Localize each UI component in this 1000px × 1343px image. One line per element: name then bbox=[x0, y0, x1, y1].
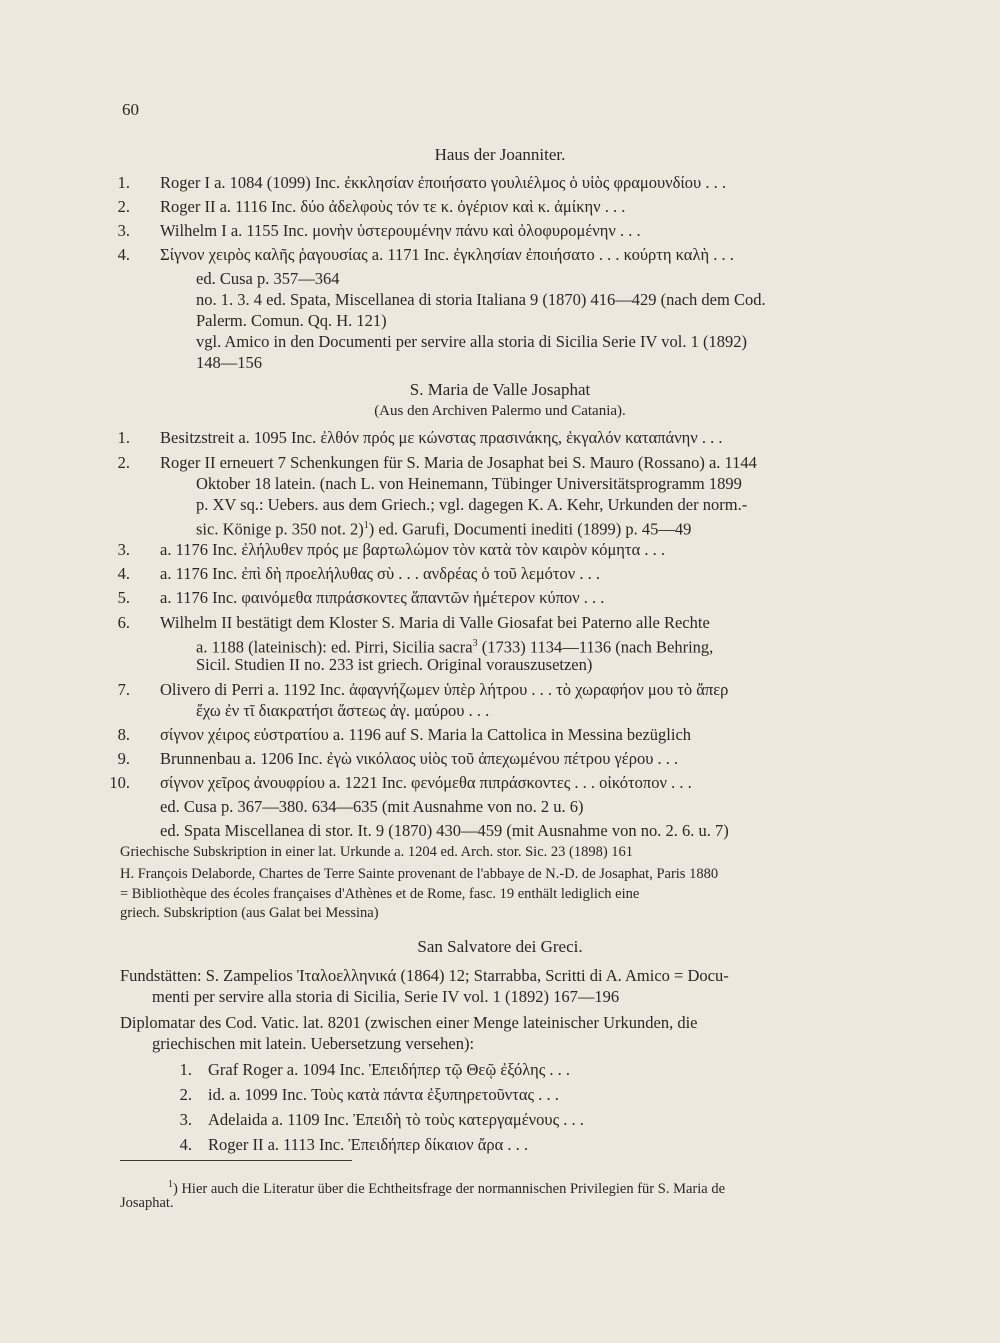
section-title-san-salvatore: San Salvatore dei Greci. bbox=[417, 937, 583, 956]
list-item: a. 1176 Inc. ἐλήλυθεν πρός με βαρτωλώμον τὸν κατὰ τὸν καιρὸν κόμητα . . . bbox=[160, 540, 665, 559]
footnote-line: Josaphat. bbox=[120, 1195, 174, 1211]
item-number: 9. bbox=[117, 749, 130, 768]
item-number: 1. bbox=[117, 173, 130, 192]
sources-line: menti per servire alla storia di Sicilia, Serie IV vol. 1 (1892) 167—196 bbox=[152, 987, 620, 1006]
footnote-rule bbox=[120, 1160, 352, 1161]
list-item: Roger II a. 1113 Inc. Ἐπειδήπερ δίκαιον ἄρα . . . bbox=[208, 1135, 528, 1154]
item-number: 6. bbox=[117, 613, 130, 632]
list-item: σίγνον χέιρος εὐστρατίου a. 1196 auf S. Maria la Cattolica in Messina bezüglich bbox=[160, 725, 692, 744]
list-item-continuation: ed. Cusa p. 357—364 bbox=[196, 269, 340, 288]
sources-line: Fundstätten: S. Zampelios Ἰταλοελληνικά (1864) 12; Starrabba, Scritti di A. Amico = Docu- bbox=[120, 966, 729, 985]
section-title-joanniter: Haus der Joanniter. bbox=[434, 145, 566, 164]
item-number: 3. bbox=[179, 1110, 192, 1129]
item-number: 4. bbox=[179, 1135, 192, 1154]
text-span: sic. Könige p. 350 not. 2) bbox=[196, 519, 364, 539]
footnote-line bbox=[168, 1174, 725, 1200]
footnote-text: ) Hier auch die Literatur über die Echtheitsfrage der normannischen Privilegien für S. Maria de bbox=[173, 1180, 725, 1197]
list-item-continuation: p. XV sq.: Uebers. aus dem Griech.; vgl. dagegen K. A. Kehr, Urkunden der norm.- bbox=[196, 495, 748, 514]
item-number: 2. bbox=[117, 197, 130, 216]
note-line: = Bibliothèque des écoles françaises d'Athènes et de Rome, fasc. 19 enthält lediglich eine bbox=[120, 886, 640, 902]
list-item: Adelaida a. 1109 Inc. Ἐπειδὴ τὸ τοὺς κατεργαμένους . . . bbox=[208, 1110, 584, 1129]
item-number: 3. bbox=[117, 221, 130, 240]
item-number: 2. bbox=[117, 453, 130, 472]
list-item-continuation: 148—156 bbox=[196, 353, 262, 372]
list-item: id. a. 1099 Inc. Τοὺς κατὰ πάντα ἐξυπηρετοῦντας . . . bbox=[208, 1085, 559, 1104]
list-item-continuation: Oktober 18 latein. (nach L. von Heinemann, Tübinger Universitätsprogramm 1899 bbox=[196, 474, 742, 493]
list-item-continuation: vgl. Amico in den Documenti per servire alla storia di Sicilia Serie IV vol. 1 (1892) bbox=[196, 332, 747, 351]
footnote-marker: 1 bbox=[363, 520, 369, 531]
item-number: 7. bbox=[117, 680, 130, 699]
item-number: 4. bbox=[117, 564, 130, 583]
text-span: (1733) 1134—1136 (nach Behring, bbox=[477, 637, 714, 657]
list-item: a. 1176 Inc. ἐπὶ δὴ προελήλυθας σὺ . . . ανδρέας ὁ τοῦ λεμότον . . . bbox=[160, 564, 601, 583]
list-item-continuation: no. 1. 3. 4 ed. Spata, Miscellanea di storia Italiana 9 (1870) 416—429 (nach dem Cod. bbox=[196, 290, 766, 309]
list-item: Wilhelm II bestätigt dem Kloster S. Maria di Valle Giosafat bei Paterno alle Rechte bbox=[160, 613, 710, 632]
item-number: 3. bbox=[117, 540, 130, 559]
list-item-continuation bbox=[196, 515, 691, 540]
item-number: 1. bbox=[117, 428, 130, 447]
list-item: Wilhelm I a. 1155 Inc. μονὴν ὑστερουμένην πάνυ καὶ ὀλοφυρομένην . . . bbox=[160, 221, 641, 240]
section-subtitle-archives: (Aus den Archiven Palermo und Catania). bbox=[374, 403, 626, 419]
item-number: 4. bbox=[117, 245, 130, 264]
list-item-continuation: Sicil. Studien II no. 233 ist griech. Original vorauszusetzen) bbox=[196, 655, 593, 674]
superscript: 3 bbox=[472, 638, 478, 649]
page-number: 60 bbox=[122, 100, 139, 119]
list-item: Σίγνον χειρὸς καλῆς ῥαγουσίας a. 1171 Inc. ἐγκλησίαν ἐποιήσατο . . . κούρτη καλὴ . . . bbox=[160, 245, 734, 264]
list-item-continuation: ἔχω ἐν τῖ διακρατήσι ἄστεως ἀγ. μαύρου . . . bbox=[196, 701, 490, 720]
footnote-marker: 1 bbox=[168, 1179, 173, 1190]
edition-note: ed. Cusa p. 367—380. 634—635 (mit Ausnahme von no. 2 u. 6) bbox=[160, 797, 584, 816]
note-line: H. François Delaborde, Chartes de Terre Sainte provenant de l'abbaye de N.-D. de Josaphat, Paris 1880 bbox=[120, 866, 719, 882]
text-span: ) ed. Garufi, Documenti inediti (1899) p. 45—49 bbox=[368, 519, 692, 539]
diplomatar-line: Diplomatar des Cod. Vatic. lat. 8201 (zwischen einer Menge lateinischer Urkunden, die bbox=[120, 1013, 698, 1032]
diplomatar-line: griechischen mit latein. Uebersetzung versehen): bbox=[152, 1034, 475, 1053]
list-item: a. 1176 Inc. φαινόμεθα πιπράσκοντες ἅπαντῶν ἡμέτερον κύπον . . . bbox=[160, 588, 605, 607]
note-line: griech. Subskription (aus Galat bei Messina) bbox=[120, 905, 379, 921]
item-number: 8. bbox=[117, 725, 130, 744]
list-item: Roger II a. 1116 Inc. δύο ἀδελφοὺς τόν τε κ. ὀγέριον καὶ κ. ἀμίκην . . . bbox=[160, 197, 626, 216]
list-item: Roger I a. 1084 (1099) Inc. ἐκκλησίαν ἐποιήσατο γουλιέλμος ὁ υἱὸς φραμουνδίου . . . bbox=[160, 173, 726, 192]
list-item: Besitzstreit a. 1095 Inc. ἐλθόν πρός με κώνστας πρασινάκης, ἐκγαλόν καταπάνην . . . bbox=[160, 428, 723, 447]
item-number: 1. bbox=[179, 1060, 192, 1079]
item-number: 10. bbox=[109, 773, 130, 792]
text-span: a. 1188 (lateinisch): ed. Pirri, Sicilia sacra bbox=[196, 637, 473, 657]
note-line: Griechische Subskription in einer lat. Urkunde a. 1204 ed. Arch. stor. Sic. 23 (1898) 161 bbox=[120, 844, 634, 860]
list-item: σίγνον χεῖρος ἀνουφρίου a. 1221 Inc. φενόμεθα πιπράσκοντες . . . οἰκότοπον . . . bbox=[160, 773, 692, 792]
list-item-continuation: Palerm. Comun. Qq. H. 121) bbox=[196, 311, 387, 330]
list-item: Brunnenbau a. 1206 Inc. ἐγὼ νικόλαος υἱὸς τοῦ ἀπεχωμένου πέτρου γέρου . . . bbox=[160, 749, 679, 768]
edition-note: ed. Spata Miscellanea di stor. It. 9 (1870) 430—459 (mit Ausnahme von no. 2. 6. u. 7) bbox=[160, 821, 729, 840]
list-item: Olivero di Perri a. 1192 Inc. ἀφαγνήζωμεν ὑπὲρ λήτρου . . . τὸ χωραφήον μου τὸ ἄπερ bbox=[160, 680, 729, 699]
item-number: 5. bbox=[117, 588, 130, 607]
item-number: 2. bbox=[179, 1085, 192, 1104]
list-item: Graf Roger a. 1094 Inc. Ἐπειδήπερ τῷ Θεῷ ἐξόλης . . . bbox=[208, 1060, 571, 1079]
section-title-valle-josaphat: S. Maria de Valle Josaphat bbox=[409, 380, 591, 399]
list-item: Roger II erneuert 7 Schenkungen für S. Maria de Josaphat bei S. Mauro (Rossano) a. 1144 bbox=[160, 453, 757, 472]
